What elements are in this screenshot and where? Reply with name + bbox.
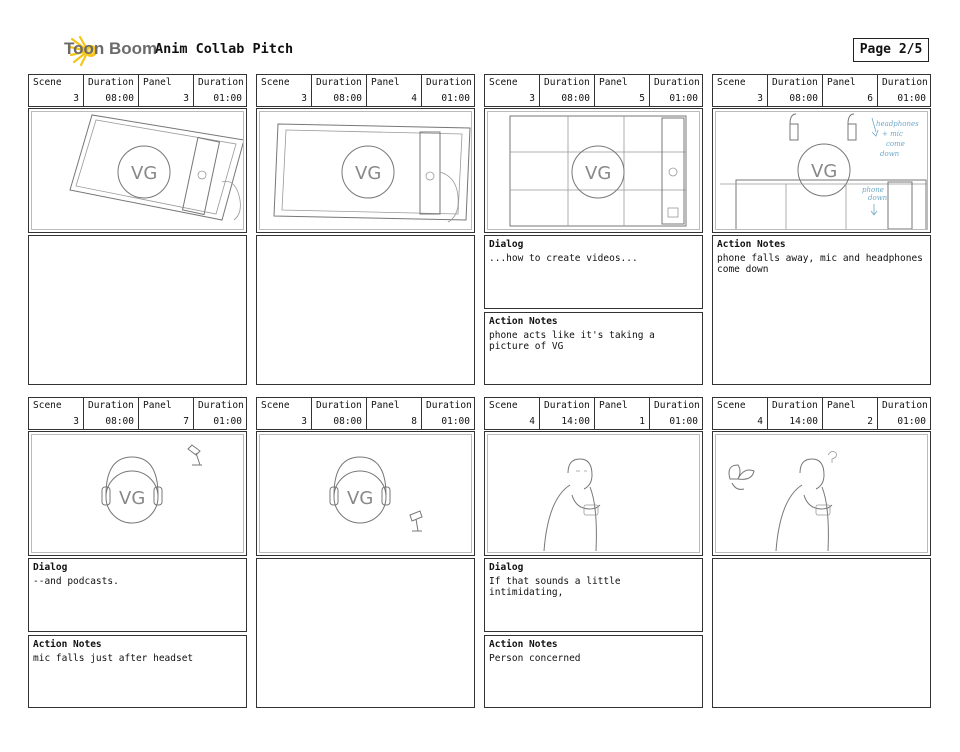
panel-frame (484, 108, 703, 233)
scene-number: 3 (301, 416, 307, 427)
vg-headphones-mic-sketch (260, 435, 471, 552)
scene-duration: 14:00 (789, 416, 818, 427)
duration-label: Duration (88, 77, 134, 88)
vg-label: VG (119, 488, 146, 509)
panel-info-bar (28, 397, 247, 430)
panel-info-bar (484, 397, 703, 430)
vg-label: VG (811, 161, 838, 182)
annotation-text: come (886, 140, 905, 148)
dialog-box (28, 558, 247, 632)
person-butterfly-sketch (716, 435, 927, 552)
panel-frame (484, 431, 703, 556)
person-concerned-sketch (488, 435, 699, 552)
dialog-text: If that sounds a little intimidating, (489, 576, 627, 598)
panel-duration: 01:00 (897, 416, 926, 427)
duration-label: Duration (88, 400, 134, 411)
duration-label: Duration (544, 77, 590, 88)
panel-info-bar (256, 74, 475, 107)
panel-duration: 01:00 (897, 93, 926, 104)
action-notes-box (484, 312, 703, 385)
panel-label: Panel (371, 400, 400, 411)
panel-duration: 01:00 (213, 93, 242, 104)
duration-label: Duration (198, 400, 244, 411)
panel-label: Panel (827, 77, 856, 88)
notes-box (256, 558, 475, 708)
panel-label: Panel (371, 77, 400, 88)
panel-duration: 01:00 (213, 416, 242, 427)
action-notes-label: Action Notes (489, 639, 558, 650)
scene-duration: 08:00 (333, 416, 362, 427)
panel-number: 2 (867, 416, 873, 427)
annotation-text: phone (862, 186, 884, 194)
panel-duration: 01:00 (441, 416, 470, 427)
scene-duration: 08:00 (333, 93, 362, 104)
panel-number: 1 (639, 416, 645, 427)
panel-info-bar (712, 397, 931, 430)
panel-frame (256, 431, 475, 556)
panel-label: Panel (827, 400, 856, 411)
scene-number: 3 (757, 93, 763, 104)
page-header (0, 0, 960, 66)
project-title: Anim Collab Pitch (155, 41, 294, 57)
scene-duration: 08:00 (105, 416, 134, 427)
duration-label: Duration (426, 400, 472, 411)
panel-frame (28, 108, 247, 233)
duration-label: Duration (654, 77, 700, 88)
dialog-text: --and podcasts. (33, 576, 119, 587)
scene-label: Scene (261, 77, 290, 88)
dialog-text: ...how to create videos... (489, 253, 638, 264)
scene-duration: 08:00 (789, 93, 818, 104)
action-notes-box (28, 635, 247, 708)
panel-number: 7 (183, 416, 189, 427)
action-notes-text: mic falls just after headset (33, 653, 194, 664)
vg-label: VG (131, 163, 158, 184)
notes-box (28, 235, 247, 385)
action-notes-label: Action Notes (489, 316, 558, 327)
duration-label: Duration (882, 400, 928, 411)
panel-number: 4 (411, 93, 417, 104)
panel-number: 6 (867, 93, 873, 104)
dialog-label: Dialog (489, 562, 524, 573)
scene-duration: 08:00 (561, 93, 590, 104)
duration-label: Duration (772, 77, 818, 88)
scene-number: 4 (529, 416, 535, 427)
scene-label: Scene (489, 77, 518, 88)
vg-label: VG (355, 163, 382, 184)
duration-label: Duration (426, 77, 472, 88)
scene-label: Scene (33, 77, 62, 88)
action-notes-box (484, 635, 703, 708)
scene-label: Scene (33, 400, 62, 411)
dialog-box (484, 558, 703, 632)
annotation-text: + mic (882, 130, 903, 138)
scene-label: Scene (261, 400, 290, 411)
panel-label: Panel (143, 400, 172, 411)
dialog-label: Dialog (33, 562, 68, 573)
duration-label: Duration (654, 400, 700, 411)
phone-tilted-sketch (32, 112, 243, 229)
duration-label: Duration (544, 400, 590, 411)
panel-info-bar (484, 74, 703, 107)
scene-number: 3 (73, 416, 79, 427)
scene-duration: 08:00 (105, 93, 134, 104)
duration-label: Duration (882, 77, 928, 88)
phone-straight-sketch (260, 112, 471, 229)
duration-label: Duration (316, 400, 362, 411)
action-notes-label: Action Notes (717, 239, 786, 250)
notes-box (712, 558, 931, 708)
scene-number: 4 (757, 416, 763, 427)
logo-text: Toon Boom (64, 39, 158, 58)
panel-frame (28, 431, 247, 556)
scene-label: Scene (489, 400, 518, 411)
scene-label: Scene (717, 400, 746, 411)
panel-frame (256, 108, 475, 233)
panel-duration: 01:00 (669, 416, 698, 427)
panel-info-bar (28, 74, 247, 107)
panel-info-bar (712, 74, 931, 107)
scene-number: 3 (301, 93, 307, 104)
panel-info-bar (256, 397, 475, 430)
action-notes-label: Action Notes (33, 639, 102, 650)
phone-falls-sketch (716, 112, 927, 229)
vg-headphones-sketch (32, 435, 243, 552)
duration-label: Duration (772, 400, 818, 411)
scene-label: Scene (717, 77, 746, 88)
panel-duration: 01:00 (669, 93, 698, 104)
duration-label: Duration (316, 77, 362, 88)
scene-number: 3 (529, 93, 535, 104)
panel-label: Panel (599, 400, 628, 411)
phone-camera-view-sketch (488, 112, 699, 229)
dialog-box (484, 235, 703, 309)
action-notes-text: phone falls away, mic and headphones come down (717, 253, 929, 275)
action-notes-box (712, 235, 931, 385)
dialog-label: Dialog (489, 239, 524, 250)
annotation-text: down (868, 194, 888, 202)
notes-box (256, 235, 475, 385)
panel-label: Panel (143, 77, 172, 88)
scene-number: 3 (73, 93, 79, 104)
panel-frame (712, 108, 931, 233)
panel-number: 3 (183, 93, 189, 104)
action-notes-text: phone acts like it's taking a picture of VG (489, 330, 661, 352)
annotation-text: down (880, 150, 900, 158)
vg-label: VG (585, 163, 612, 184)
panel-number: 5 (639, 93, 645, 104)
panel-number: 8 (411, 416, 417, 427)
duration-label: Duration (198, 77, 244, 88)
scene-duration: 14:00 (561, 416, 590, 427)
panel-label: Panel (599, 77, 628, 88)
annotation-text: headphones (876, 120, 919, 128)
panel-frame (712, 431, 931, 556)
page-number: Page 2/5 (853, 38, 929, 62)
panel-duration: 01:00 (441, 93, 470, 104)
action-notes-text: Person concerned (489, 653, 581, 664)
vg-label: VG (347, 488, 374, 509)
